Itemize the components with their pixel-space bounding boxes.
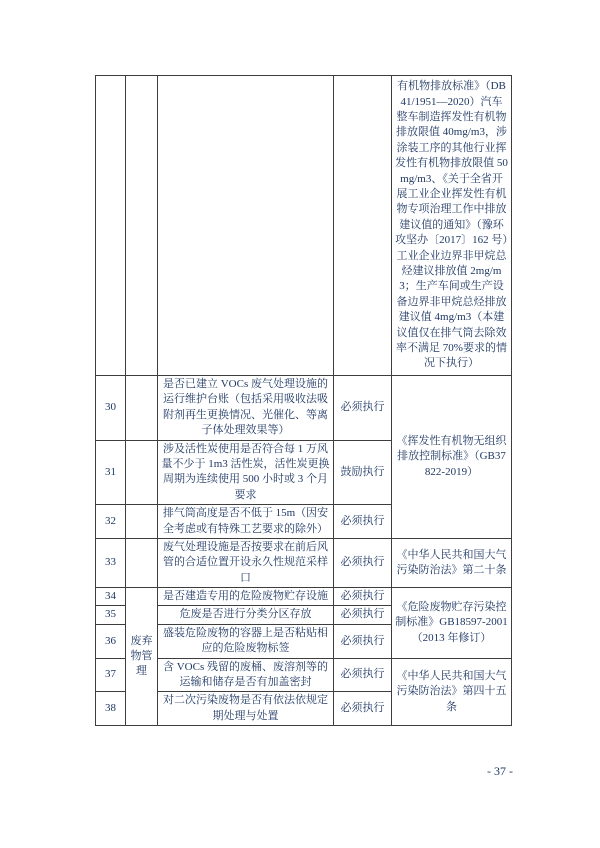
description-cell: 排气筒高度是否不低于 15m（因安全考虑或有特殊工艺要求的除外） (158, 505, 334, 539)
category-cell (126, 376, 158, 441)
checklist-table (95, 75, 512, 726)
category-cell (126, 76, 158, 376)
description-cell: 涉及活性炭使用是否符合每 1 万风量不少于 1m3 活性炭，活性炭更换周期为连续使用 500 小时或 3 个月要求 (158, 440, 334, 505)
execution-cell: 必须执行 (334, 538, 392, 587)
description-cell: 含 VOCs 残留的废桶、废溶剂等的运输和储存是否有加盖密封 (158, 658, 334, 692)
reference-cell: 《中华人民共和国大气污染防治法》第四十五条 (392, 658, 512, 726)
table-row-continuation (96, 76, 512, 376)
execution-cell (334, 76, 392, 376)
execution-cell: 必须执行 (334, 505, 392, 539)
execution-cell: 必须执行 (334, 376, 392, 441)
row-number-cell: 35 (96, 606, 126, 624)
description-cell: 是否建造专用的危险废物贮存设施 (158, 588, 334, 606)
execution-cell: 必须执行 (334, 588, 392, 606)
row-number-cell: 34 (96, 588, 126, 606)
description-cell (158, 76, 334, 376)
category-cell: 废弃物管理 (126, 588, 158, 726)
row-number-cell: 32 (96, 505, 126, 539)
reference-cell: 《危险废物贮存污染控制标准》GB18597-2001（2013 年修订） (392, 588, 512, 659)
row-number-cell: 36 (96, 624, 126, 658)
description-cell: 是否已建立 VOCs 废气处理设施的运行维护台账（包括采用吸收法吸附剂再生更换情况、光催化、等离子体处理效果等） (158, 376, 334, 441)
category-cell (126, 440, 158, 505)
table-row (96, 658, 512, 692)
category-cell (126, 538, 158, 587)
execution-cell: 鼓励执行 (334, 440, 392, 505)
row-number-cell (96, 76, 126, 376)
table-row (96, 376, 512, 441)
category-cell (126, 505, 158, 539)
row-number-cell: 37 (96, 658, 126, 692)
table-row (96, 588, 512, 606)
table-row (96, 538, 512, 587)
row-number-cell: 38 (96, 692, 126, 726)
execution-cell: 必须执行 (334, 624, 392, 658)
description-cell: 盛装危险废物的容器上是否粘贴相应的危险废物标签 (158, 624, 334, 658)
description-cell: 危废是否进行分类分区存放 (158, 606, 334, 624)
reference-cell: 《挥发性有机物无组织排放控制标准》（GB37822-2019） (392, 376, 512, 539)
execution-cell: 必须执行 (334, 658, 392, 692)
execution-cell: 必须执行 (334, 692, 392, 726)
execution-cell: 必须执行 (334, 606, 392, 624)
description-cell: 对二次污染废物是否有依法依规定期处理与处置 (158, 692, 334, 726)
row-number-cell: 33 (96, 538, 126, 587)
reference-cell: 有机物排放标准》（DB41/1951—2020）汽车整车制造挥发性有机物排放限值 40mg/m3，涉涂装工序的其他行业挥发性有机物排放限值 50mg/m3、《关于全省开展工业企业挥发性有机物专项治理工作中排放建议值的通知》（豫环攻坚办〔2017〕162 号）工业企业边界非甲烷总烃建议排放值 2mg/m3；生产车间或生产设备边界非甲烷总烃排放建议值 4mg/m3（本建议值仅在排气筒去除效率不满足 70%要求的情况下执行） (392, 76, 512, 376)
page-number: - 37 - (487, 764, 513, 778)
description-cell: 废气处理设施是否按要求在前后风管的合适位置开设永久性规范采样口 (158, 538, 334, 587)
reference-cell: 《中华人民共和国大气污染防治法》第二十条 (392, 538, 512, 587)
row-number-cell: 30 (96, 376, 126, 441)
row-number-cell: 31 (96, 440, 126, 505)
